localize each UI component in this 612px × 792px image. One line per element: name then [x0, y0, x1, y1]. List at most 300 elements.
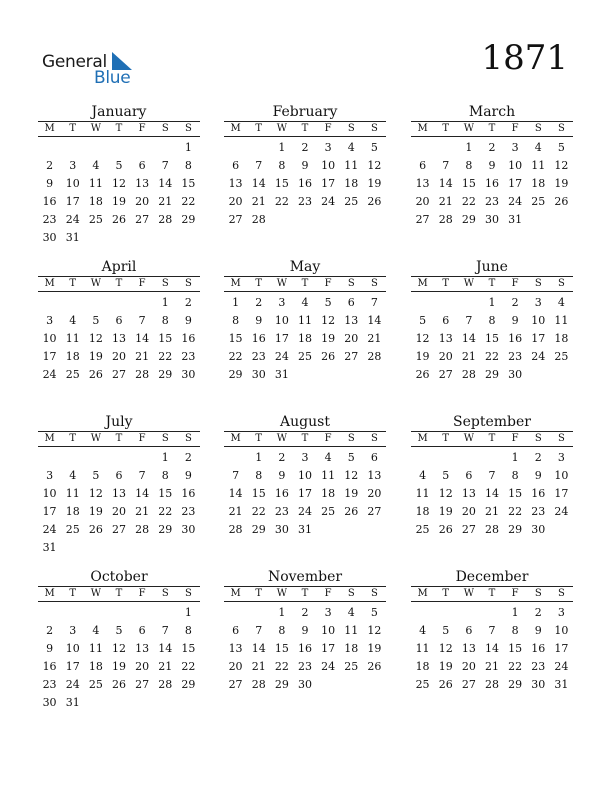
day-cell: 29	[181, 213, 196, 226]
day-cell: 16	[297, 642, 312, 655]
day-cell: 13	[461, 642, 476, 655]
weekday-label: S	[184, 433, 192, 444]
day-cell: 21	[135, 505, 150, 518]
day-cell: 1	[161, 451, 169, 464]
day-cell: 24	[508, 195, 523, 208]
day-cell: 15	[484, 332, 499, 345]
weekday-label: W	[90, 588, 101, 599]
day-cell: 21	[484, 660, 499, 673]
day-cell: 20	[461, 660, 476, 673]
day-cell: 25	[415, 678, 430, 691]
day-cell: 15	[158, 332, 173, 345]
day-cell: 2	[534, 451, 542, 464]
day-cell: 12	[111, 642, 126, 655]
day-cell: 29	[158, 368, 173, 381]
weekday-header	[38, 121, 200, 137]
day-cell: 6	[419, 159, 427, 172]
day-cell: 27	[438, 368, 453, 381]
weekday-label: W	[276, 123, 287, 134]
day-cell: 19	[367, 177, 382, 190]
day-cell: 23	[181, 350, 196, 363]
day-grid	[38, 604, 200, 712]
day-cell: 5	[442, 624, 450, 637]
day-cell: 12	[438, 487, 453, 500]
day-cell: 21	[251, 195, 266, 208]
day-cell: 16	[42, 195, 57, 208]
day-cell: 24	[321, 660, 336, 673]
month-name: August	[280, 414, 330, 430]
month-october	[38, 569, 200, 712]
day-cell: 13	[415, 177, 430, 190]
day-cell: 28	[484, 678, 499, 691]
day-cell: 24	[321, 195, 336, 208]
day-cell: 25	[65, 368, 80, 381]
empty-cell	[131, 294, 154, 312]
day-cell: 13	[228, 177, 243, 190]
day-cell: 15	[181, 177, 196, 190]
day-grid	[411, 139, 573, 229]
day-cell: 17	[42, 350, 57, 363]
day-cell: 2	[255, 296, 263, 309]
day-cell: 16	[181, 487, 196, 500]
day-cell: 3	[301, 451, 309, 464]
day-cell: 27	[111, 523, 126, 536]
weekday-label: F	[138, 123, 146, 134]
day-cell: 10	[65, 642, 80, 655]
day-cell: 21	[228, 505, 243, 518]
day-cell: 13	[344, 314, 359, 327]
day-cell: 14	[158, 642, 173, 655]
weekday-label: W	[276, 278, 287, 289]
day-cell: 27	[344, 350, 359, 363]
weekday-label: S	[184, 588, 192, 599]
weekday-label: T	[301, 123, 309, 134]
day-cell: 24	[554, 505, 569, 518]
day-cell: 12	[88, 332, 103, 345]
day-cell: 23	[484, 195, 499, 208]
day-cell: 14	[438, 177, 453, 190]
month-name: October	[90, 569, 148, 585]
empty-cell	[38, 449, 61, 467]
day-cell: 23	[42, 213, 57, 226]
empty-cell	[457, 294, 480, 312]
day-cell: 9	[488, 159, 496, 172]
day-cell: 22	[158, 350, 173, 363]
weekday-label: S	[347, 433, 355, 444]
day-cell: 20	[438, 350, 453, 363]
day-cell: 29	[508, 678, 523, 691]
day-cell: 18	[65, 350, 80, 363]
day-cell: 14	[158, 177, 173, 190]
day-cell: 11	[554, 314, 569, 327]
day-cell: 26	[111, 213, 126, 226]
day-cell: 12	[415, 332, 430, 345]
day-cell: 20	[135, 195, 150, 208]
day-cell: 13	[135, 177, 150, 190]
day-cell: 30	[484, 213, 499, 226]
empty-cell	[154, 139, 177, 157]
day-cell: 31	[42, 541, 57, 554]
weekday-label: T	[488, 123, 496, 134]
day-cell: 17	[554, 642, 569, 655]
day-cell: 30	[251, 368, 266, 381]
day-cell: 17	[554, 487, 569, 500]
weekday-header	[38, 276, 200, 292]
day-cell: 6	[115, 469, 123, 482]
day-cell: 12	[88, 487, 103, 500]
day-cell: 11	[415, 642, 430, 655]
weekday-label: M	[230, 433, 241, 444]
weekday-label: T	[442, 588, 450, 599]
day-cell: 10	[42, 332, 57, 345]
day-cell: 4	[419, 469, 427, 482]
day-cell: 22	[508, 505, 523, 518]
day-cell: 30	[42, 696, 57, 709]
day-cell: 28	[251, 678, 266, 691]
day-cell: 10	[321, 624, 336, 637]
day-cell: 8	[184, 159, 192, 172]
day-cell: 18	[88, 195, 103, 208]
day-cell: 26	[111, 678, 126, 691]
day-cell: 11	[88, 642, 103, 655]
day-cell: 17	[42, 505, 57, 518]
weekday-label: S	[557, 278, 565, 289]
day-cell: 14	[228, 487, 243, 500]
day-cell: 25	[65, 523, 80, 536]
day-cell: 24	[297, 505, 312, 518]
day-cell: 5	[442, 469, 450, 482]
weekday-label: S	[184, 278, 192, 289]
day-cell: 19	[554, 177, 569, 190]
day-grid	[224, 604, 386, 694]
day-grid	[38, 449, 200, 557]
day-cell: 21	[135, 350, 150, 363]
day-cell: 18	[65, 505, 80, 518]
day-grid	[411, 604, 573, 694]
day-cell: 10	[321, 159, 336, 172]
day-cell: 27	[135, 213, 150, 226]
empty-cell	[131, 139, 154, 157]
day-cell: 7	[232, 469, 240, 482]
empty-cell	[457, 449, 480, 467]
empty-cell	[38, 604, 61, 622]
empty-cell	[61, 449, 84, 467]
day-cell: 9	[255, 314, 263, 327]
month-march	[411, 104, 573, 229]
weekday-label: S	[534, 588, 542, 599]
day-cell: 9	[301, 159, 309, 172]
day-cell: 13	[367, 469, 382, 482]
weekday-header	[411, 586, 573, 602]
day-cell: 30	[297, 678, 312, 691]
day-cell: 5	[347, 451, 355, 464]
weekday-label: S	[161, 433, 169, 444]
day-cell: 8	[511, 624, 519, 637]
day-cell: 18	[297, 332, 312, 345]
day-cell: 29	[484, 368, 499, 381]
weekday-header	[224, 586, 386, 602]
day-cell: 15	[274, 642, 289, 655]
month-name: January	[91, 104, 147, 120]
day-cell: 11	[344, 624, 359, 637]
day-cell: 31	[65, 231, 80, 244]
day-cell: 18	[321, 487, 336, 500]
day-cell: 30	[181, 368, 196, 381]
day-cell: 23	[508, 350, 523, 363]
weekday-label: T	[69, 588, 77, 599]
month-name: May	[289, 259, 321, 275]
day-cell: 25	[344, 660, 359, 673]
day-cell: 28	[228, 523, 243, 536]
day-cell: 29	[251, 523, 266, 536]
day-cell: 8	[488, 314, 496, 327]
day-cell: 2	[184, 451, 192, 464]
day-cell: 22	[181, 660, 196, 673]
day-cell: 6	[465, 624, 473, 637]
logo-blue-text: Blue	[94, 68, 131, 88]
day-cell: 20	[135, 660, 150, 673]
day-cell: 23	[531, 660, 546, 673]
empty-cell	[411, 294, 434, 312]
day-cell: 31	[554, 678, 569, 691]
weekday-label: S	[370, 433, 378, 444]
empty-cell	[434, 604, 457, 622]
day-cell: 28	[461, 368, 476, 381]
day-cell: 18	[415, 660, 430, 673]
day-cell: 18	[344, 177, 359, 190]
day-cell: 1	[161, 296, 169, 309]
day-cell: 1	[278, 141, 286, 154]
day-cell: 2	[46, 159, 54, 172]
day-cell: 27	[415, 213, 430, 226]
day-cell: 8	[278, 159, 286, 172]
day-cell: 14	[135, 332, 150, 345]
day-cell: 23	[42, 678, 57, 691]
month-name: March	[468, 104, 516, 120]
day-cell: 26	[367, 195, 382, 208]
empty-cell	[224, 139, 247, 157]
day-grid	[38, 139, 200, 247]
weekday-label: T	[301, 433, 309, 444]
month-february	[224, 104, 386, 229]
weekday-label: T	[301, 278, 309, 289]
day-cell: 4	[557, 296, 565, 309]
day-cell: 12	[367, 624, 382, 637]
day-cell: 11	[65, 332, 80, 345]
day-cell: 3	[557, 451, 565, 464]
day-cell: 2	[301, 606, 309, 619]
weekday-label: M	[417, 278, 428, 289]
day-cell: 25	[415, 523, 430, 536]
day-cell: 12	[111, 177, 126, 190]
day-grid	[38, 294, 200, 384]
day-cell: 20	[367, 487, 382, 500]
day-cell: 27	[111, 368, 126, 381]
weekday-header	[224, 431, 386, 447]
day-cell: 9	[534, 469, 542, 482]
day-cell: 3	[278, 296, 286, 309]
day-cell: 20	[461, 505, 476, 518]
weekday-label: F	[511, 123, 519, 134]
day-cell: 8	[511, 469, 519, 482]
empty-cell	[434, 449, 457, 467]
day-cell: 22	[508, 660, 523, 673]
day-cell: 3	[69, 159, 77, 172]
day-cell: 13	[461, 487, 476, 500]
empty-cell	[84, 449, 107, 467]
weekday-label: F	[138, 278, 146, 289]
weekday-label: F	[511, 433, 519, 444]
day-cell: 30	[274, 523, 289, 536]
day-cell: 2	[488, 141, 496, 154]
day-cell: 9	[278, 469, 286, 482]
weekday-label: M	[417, 123, 428, 134]
day-cell: 14	[484, 642, 499, 655]
day-cell: 16	[531, 642, 546, 655]
day-cell: 2	[511, 296, 519, 309]
day-cell: 11	[415, 487, 430, 500]
day-cell: 12	[344, 469, 359, 482]
day-cell: 16	[274, 487, 289, 500]
day-cell: 14	[367, 314, 382, 327]
weekday-label: T	[488, 588, 496, 599]
day-cell: 16	[297, 177, 312, 190]
month-name: November	[267, 569, 343, 585]
day-cell: 15	[181, 642, 196, 655]
day-cell: 4	[347, 606, 355, 619]
empty-cell	[154, 604, 177, 622]
weekday-header	[224, 121, 386, 137]
day-cell: 22	[461, 195, 476, 208]
day-grid	[411, 294, 573, 384]
month-name: April	[101, 259, 137, 275]
empty-cell	[480, 604, 503, 622]
day-cell: 25	[297, 350, 312, 363]
day-cell: 16	[42, 660, 57, 673]
day-cell: 5	[419, 314, 427, 327]
day-cell: 25	[531, 195, 546, 208]
weekday-label: S	[557, 588, 565, 599]
day-cell: 5	[92, 314, 100, 327]
empty-cell	[480, 449, 503, 467]
day-cell: 5	[92, 469, 100, 482]
day-cell: 23	[297, 195, 312, 208]
month-september	[411, 414, 573, 539]
day-cell: 1	[184, 606, 192, 619]
day-cell: 15	[274, 177, 289, 190]
day-cell: 24	[65, 213, 80, 226]
day-cell: 4	[69, 314, 77, 327]
weekday-header	[224, 276, 386, 292]
weekday-label: F	[138, 588, 146, 599]
empty-cell	[38, 139, 61, 157]
day-cell: 8	[161, 314, 169, 327]
weekday-label: W	[463, 278, 474, 289]
day-cell: 19	[111, 195, 126, 208]
empty-cell	[411, 449, 434, 467]
day-cell: 28	[135, 368, 150, 381]
day-cell: 28	[367, 350, 382, 363]
weekday-label: M	[44, 433, 55, 444]
weekday-label: S	[534, 433, 542, 444]
day-cell: 15	[508, 487, 523, 500]
day-cell: 20	[228, 195, 243, 208]
day-cell: 18	[554, 332, 569, 345]
logo-general-text: General	[42, 52, 107, 72]
weekday-label: W	[276, 588, 287, 599]
day-cell: 11	[297, 314, 312, 327]
empty-cell	[457, 604, 480, 622]
empty-cell	[84, 294, 107, 312]
weekday-label: F	[138, 433, 146, 444]
day-cell: 2	[184, 296, 192, 309]
month-name: July	[105, 414, 133, 430]
weekday-label: W	[463, 123, 474, 134]
empty-cell	[107, 604, 130, 622]
day-cell: 6	[232, 624, 240, 637]
day-cell: 17	[297, 487, 312, 500]
day-grid	[224, 294, 386, 384]
day-cell: 4	[324, 451, 332, 464]
day-cell: 26	[88, 523, 103, 536]
weekday-label: W	[90, 278, 101, 289]
day-cell: 7	[442, 159, 450, 172]
day-cell: 12	[554, 159, 569, 172]
day-cell: 19	[415, 350, 430, 363]
day-cell: 26	[415, 368, 430, 381]
empty-cell	[434, 139, 457, 157]
day-cell: 16	[181, 332, 196, 345]
day-cell: 24	[554, 660, 569, 673]
month-november	[224, 569, 386, 694]
day-cell: 9	[184, 469, 192, 482]
weekday-label: F	[324, 123, 332, 134]
day-cell: 13	[438, 332, 453, 345]
day-cell: 5	[370, 141, 378, 154]
day-cell: 20	[228, 660, 243, 673]
weekday-label: S	[370, 588, 378, 599]
day-cell: 8	[184, 624, 192, 637]
day-cell: 1	[278, 606, 286, 619]
day-cell: 10	[554, 624, 569, 637]
weekday-header	[411, 276, 573, 292]
day-cell: 15	[508, 642, 523, 655]
weekday-label: S	[370, 278, 378, 289]
day-cell: 7	[138, 314, 146, 327]
empty-cell	[411, 139, 434, 157]
day-cell: 17	[321, 177, 336, 190]
day-cell: 1	[255, 451, 263, 464]
day-cell: 7	[161, 624, 169, 637]
empty-cell	[61, 139, 84, 157]
day-cell: 20	[111, 350, 126, 363]
day-cell: 9	[534, 624, 542, 637]
day-cell: 27	[461, 678, 476, 691]
weekday-label: T	[442, 123, 450, 134]
weekday-label: M	[44, 588, 55, 599]
day-cell: 14	[135, 487, 150, 500]
day-cell: 1	[511, 451, 519, 464]
day-cell: 3	[534, 296, 542, 309]
day-cell: 21	[461, 350, 476, 363]
day-cell: 25	[554, 350, 569, 363]
weekday-label: S	[557, 123, 565, 134]
day-cell: 9	[301, 624, 309, 637]
day-cell: 28	[251, 213, 266, 226]
weekday-label: T	[255, 433, 263, 444]
day-cell: 21	[438, 195, 453, 208]
month-july	[38, 414, 200, 557]
